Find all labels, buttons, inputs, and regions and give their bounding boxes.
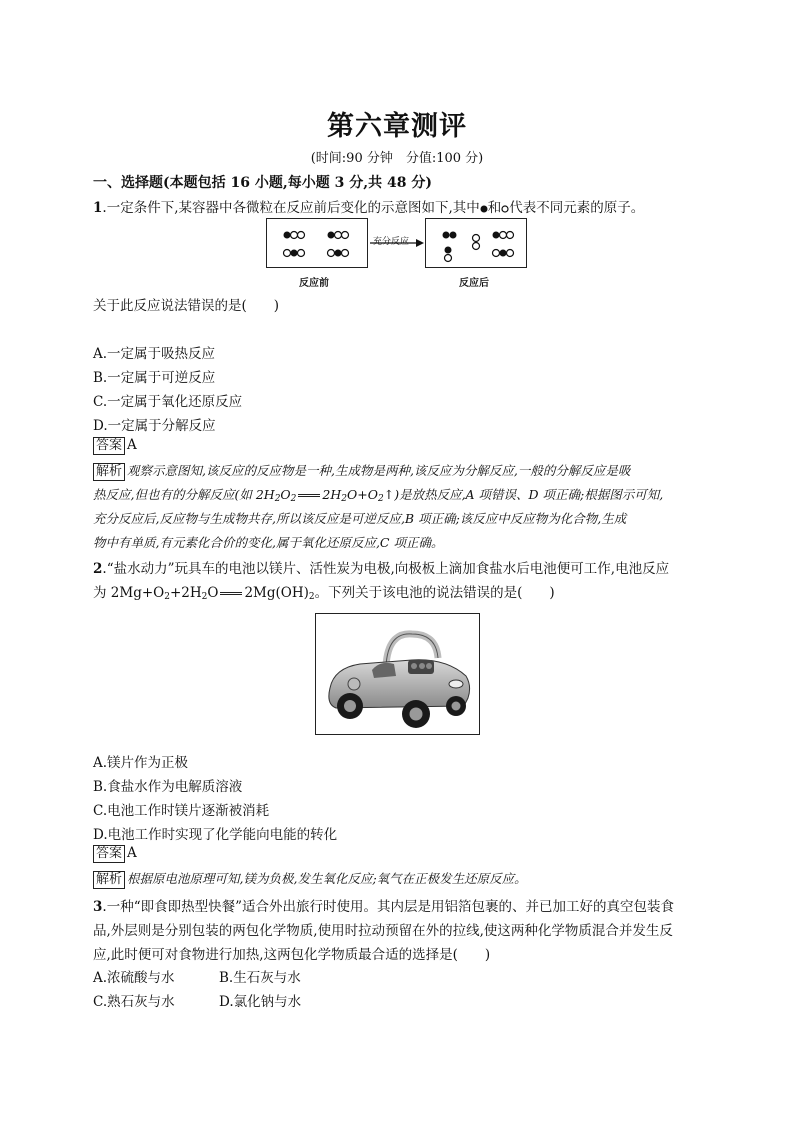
q3-option-a: A.浓硫酸与水 [93,970,175,986]
q3-number: 3 [93,899,103,915]
q1-analysis-line2: 热反应,但也有的分解反应(如 $2H_2O_2$ $2H_2O+O_2↑$)是放热反应,A 项错误、D 项正确;根据图示可知, [93,487,664,504]
dark-atom-icon [480,205,488,213]
toy-car-image [315,613,480,735]
toy-car-icon [316,614,479,734]
q2-option-c: C.电池工作时镁片逐渐被消耗 [93,803,270,819]
answer-tag: 答案 [93,437,125,455]
q2-option-b: B.食盐水作为电解质溶液 [93,779,243,795]
q3-stem-line2: 品,外层则是分别包装的两包化学物质,使用时拉动预留在外的拉线,使这两种化学物质混合并发生反 [93,923,673,939]
molecule [328,250,349,257]
q3-stem-line3: 应,此时便可对食物进行加热,这两包化学物质最合适的选择是( ) [93,947,491,963]
page-subtitle: (时间:90 分钟 分值:100 分) [310,151,484,166]
q2-analysis: 解析 根据原电池原理可知,镁为负极,发生氧化反应;氧气在正极发生还原反应。 [93,869,527,889]
molecule [493,250,514,257]
answer-tag: 答案 [93,845,125,863]
q1-number: 1 [93,200,103,216]
arrow-label: 充分反应 [373,237,410,247]
after-box [425,218,527,268]
q1-option-a: A.一定属于吸热反应 [93,346,216,362]
q1-answer [93,437,137,455]
equals-sign-icon [220,592,242,595]
molecule [493,232,514,239]
q2-option-a: A.镁片作为正极 [93,755,189,771]
molecule [443,232,457,239]
answer-value: A [127,845,137,861]
molecule [445,247,452,262]
q3-option-b: B.生石灰与水 [219,970,301,986]
answer-value: A [127,437,137,453]
analysis-tag: 解析 [93,871,125,889]
q1-analysis-line1: 解析 观察示意图知,该反应的反应物是一种,生成物是两种,该反应为分解反应,一般的分解反应是吸 [93,461,630,481]
molecule [473,235,480,250]
page-title: 第六章测评 [327,111,467,142]
q1-analysis-line4: 物中有单质,有元素化合价的变化,属于氧化还原反应,C 项正确。 [93,535,444,550]
q1-option-c: C.一定属于氧化还原反应 [93,394,243,410]
molecule [328,232,349,239]
q2-stem-line2: 为 $2Mg+O_2+2H_2O$ $2Mg(OH)_2$。下列关于该电池的说法错误的是( ) [93,585,555,602]
q2-number: 2 [93,561,103,577]
q2-stem-line1: 2.“盐水动力”玩具车的电池以镁片、活性炭为电极,向极板上滴加食盐水后电池便可工作,电池反应 [93,561,670,577]
q3-stem-line1: 3.一种“即食即热型快餐”适合外出旅行时使用。其内层是用铝箔包裹的、并已加工好的真空包装食 [93,899,674,915]
after-caption: 反应后 [459,278,489,289]
section-heading: 一、选择题(本题包括 16 小题,每小题 3 分,共 48 分) [93,175,432,191]
q1-analysis-line3: 充分反应后,反应物与生成物共存,所以该反应是可逆反应,B 项正确;该反应中反应物为化合物,生成 [93,511,627,526]
molecule [284,250,305,257]
before-caption: 反应前 [299,278,329,289]
q2-option-d: D.电池工作时实现了化学能向电能的转化 [93,827,338,843]
analysis-tag: 解析 [93,463,125,481]
q1-stem: 1.一定条件下,某容器中各微粒在反应前后变化的示意图如下,其中 和 代表不同元素的原子。 [93,200,645,216]
before-molecules [267,219,367,267]
equals-sign-icon [298,494,320,497]
q2-answer [93,845,137,863]
q1-option-d: D.一定属于分解反应 [93,418,216,434]
q3-option-c: C.熟石灰与水 [93,994,175,1010]
q3-option-d: D.氯化钠与水 [219,994,302,1010]
q1-question: 关于此反应说法错误的是( ) [93,298,280,314]
before-box [266,218,368,268]
molecule [284,232,305,239]
after-molecules [426,219,526,267]
q1-option-b: B.一定属于可逆反应 [93,370,216,386]
